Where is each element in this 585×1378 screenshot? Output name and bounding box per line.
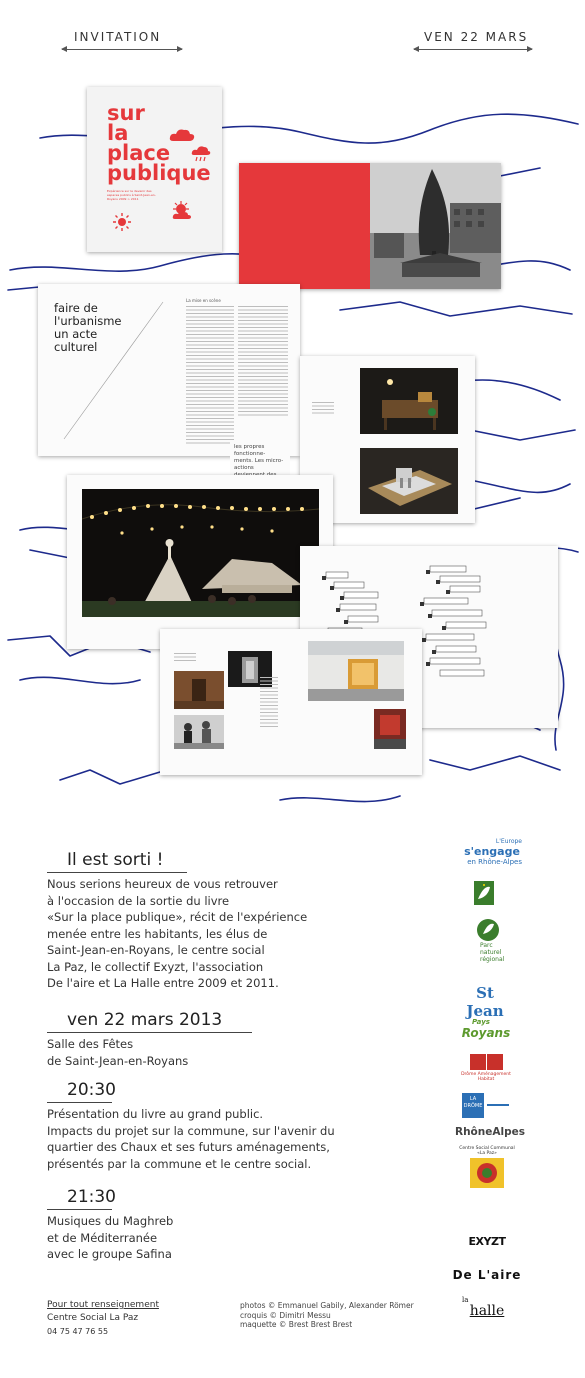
spread-heading-line: l'urbanisme <box>54 314 122 328</box>
logo-text: s'engage <box>464 845 520 858</box>
wooden-room-photo <box>174 671 224 709</box>
contact-block <box>47 1299 159 1338</box>
centre-social-emblem <box>470 1158 504 1188</box>
intro-line: à l'occasion de la sortie du livre <box>47 893 230 908</box>
sun-cloud-icon <box>169 200 195 220</box>
lit-doorway-photo <box>308 641 404 701</box>
schedule-line: présentés par la commune et le centre social. <box>47 1156 312 1171</box>
contact-phone: 04 75 47 76 55 <box>47 1327 109 1336</box>
cover-title-line: la <box>107 121 129 145</box>
intro-line: Saint-Jean-en-Royans, le centre social <box>47 943 265 957</box>
intro-line: Nous serions heureux de vous retrouver <box>47 877 278 891</box>
cover-title-line: sur <box>107 101 145 125</box>
eu-leaf-logo <box>474 881 494 905</box>
caption-lines <box>312 402 334 414</box>
logo-drome-amenagement <box>460 1054 512 1084</box>
people-photo <box>174 715 224 749</box>
logo-st-jean: St Jean <box>466 984 504 1020</box>
snippet-line: les propres fonctionne- <box>234 444 266 457</box>
schedule-description <box>47 1106 387 1172</box>
logo-pays-royans <box>458 1018 514 1044</box>
spread-heading-line: faire de <box>54 301 98 315</box>
text-column-2 <box>238 306 288 416</box>
lights-installation-photo <box>82 489 319 617</box>
spread-tree <box>239 163 501 289</box>
sun-icon <box>113 213 131 231</box>
logo-text: halle <box>469 1303 505 1319</box>
spread-lights <box>67 475 333 649</box>
schedule-time: 20:30 <box>67 1080 116 1100</box>
contact-org: Centre Social La Paz <box>47 1313 139 1323</box>
section-rule <box>47 872 187 873</box>
credit-line: croquis © Dimitri Messu <box>240 1310 331 1320</box>
caption-lines <box>174 653 196 663</box>
contact-label: Pour tout renseignement <box>47 1300 159 1310</box>
schedule-line: Impacts du projet sur la commune, sur l'avenir du <box>47 1123 335 1138</box>
logo-text: Parc <box>480 942 493 949</box>
credit-line: photos © Emmanuel Gabily, Alexander Römer <box>240 1301 414 1310</box>
night-table-photo <box>360 368 458 434</box>
venue-line: de Saint-Jean-en-Royans <box>47 1053 189 1068</box>
rain-cloud-icon <box>191 145 211 163</box>
spread-text <box>38 284 300 456</box>
schedule-line: Présentation du livre au grand public. <box>47 1107 264 1121</box>
logo-text: DRÔME <box>463 1102 483 1109</box>
logo-text: en Rhône-Alpes <box>467 858 522 866</box>
spread-heading-line: un acte <box>54 327 98 341</box>
logo-la-drome <box>462 1093 512 1117</box>
snippet-line: ments. Les micro-actions <box>234 458 284 471</box>
pallet-photo <box>360 448 458 514</box>
logo-block <box>487 1054 503 1070</box>
tree-photo <box>370 163 501 289</box>
section-rule <box>47 1032 252 1033</box>
spread-corridor <box>160 629 422 775</box>
schedule-time: 21:30 <box>67 1187 116 1207</box>
logo-text: Drôme Aménagement Habitat <box>461 1072 511 1082</box>
logo-text: LA <box>469 1095 477 1102</box>
section-rule <box>47 1102 112 1103</box>
red-page <box>239 163 370 289</box>
spread-section-label: La mise en scène <box>186 298 221 303</box>
book-cover <box>87 87 222 252</box>
cover-subtitle: Expérience sur le devenir des espaces publics à Saint-Jean-en-Royans 2009 > 2011 <box>107 189 156 201</box>
logo-centre-social <box>458 1146 516 1200</box>
intro-paragraph <box>47 876 377 992</box>
logo-text: L'Europe <box>495 838 522 845</box>
caption-lines <box>260 677 278 727</box>
logo-text: la <box>462 1296 469 1304</box>
schedule-description <box>47 1213 173 1263</box>
logo-text: Pays <box>472 1018 490 1026</box>
logo-text: «La Paz» <box>477 1151 497 1156</box>
intro-line: La Paz, le collectif Exyzt, l'association <box>47 959 264 974</box>
logo-text: naturel <box>480 949 502 956</box>
section-rule <box>47 1209 112 1210</box>
logo-la-halle <box>462 1296 512 1318</box>
event-date: ven 22 mars 2013 <box>67 1010 223 1030</box>
spread-heading-line: culturel <box>54 340 98 354</box>
logo-exyzt: EXYZT <box>468 1235 506 1248</box>
intro-line: De l'aire et La Halle entre 2009 et 2011. <box>47 976 279 990</box>
logo-parc-regional <box>466 918 510 970</box>
logo-de-laire: De L'aire <box>452 1268 522 1282</box>
schedule-line: quartier des Chaux et ses futurs aménagements, <box>47 1140 330 1154</box>
cloud-icon <box>169 127 195 143</box>
logo-europe-rhone-alpes <box>462 838 522 878</box>
parc-leaf-icon <box>476 918 500 942</box>
intro-line: «Sur la place publique», récit de l'expérience <box>47 910 308 924</box>
intro-title: Il est sorti ! <box>67 850 164 870</box>
logo-text: Centre Social Communal <box>459 1146 515 1151</box>
cover-title-line: place <box>107 141 171 165</box>
red-wall-photo <box>374 709 406 749</box>
header-right-arrow <box>414 49 532 50</box>
credits-block <box>240 1301 414 1330</box>
event-venue <box>47 1036 188 1069</box>
header-left-arrow <box>62 49 182 50</box>
diagonal-line <box>58 294 168 444</box>
cover-title-line: publique <box>107 161 211 185</box>
logo-rhone-alpes: RhôneAlpes <box>455 1126 525 1138</box>
logo-text: Royans <box>461 1026 511 1040</box>
venue-line: Salle des Fêtes <box>47 1037 134 1051</box>
logo-text: régional <box>480 956 505 963</box>
schedule-line: avec le groupe Safina <box>47 1247 172 1261</box>
credit-line: maquette © Brest Brest Brest <box>240 1320 353 1329</box>
header-invitation: INVITATION <box>74 30 162 44</box>
header-date: VEN 22 MARS <box>424 30 529 44</box>
logo-line <box>487 1104 509 1106</box>
logo-block <box>470 1054 486 1070</box>
intro-line: menée entre les habitants, les élus de <box>47 926 268 941</box>
text-column-1 <box>186 306 234 446</box>
schedule-line: Musiques du Maghreb <box>47 1214 174 1228</box>
schedule-line: et de Méditerranée <box>47 1230 158 1245</box>
